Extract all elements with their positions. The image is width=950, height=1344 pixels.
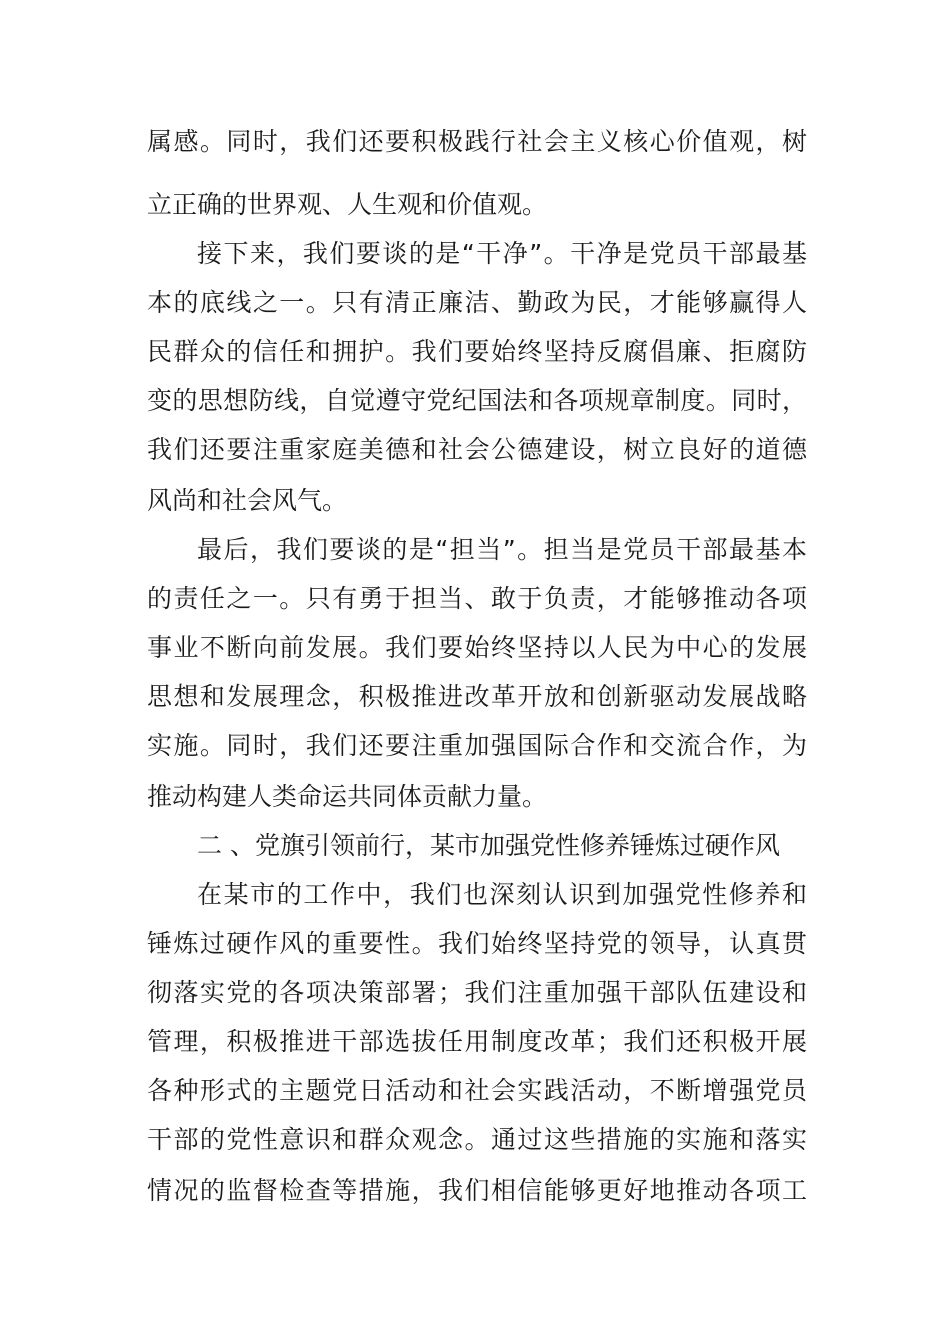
text-line: 实施。同时，我们还要注重加强国际合作和交流合作，为 bbox=[147, 731, 807, 760]
text-line: 本的底线之一。只有清正廉洁、勤政为民，才能够赢得人 bbox=[147, 288, 807, 317]
text-line: 民群众的信任和拥护。我们要始终坚持反腐倡廉、拒腐防 bbox=[147, 337, 807, 366]
text-line: 属感。同时，我们还要积极践行社会主义核心价值观，树 bbox=[147, 127, 807, 156]
text-line: 变的思想防线，自觉遵守党纪国法和各项规章制度。同时， bbox=[147, 386, 807, 415]
text-line: 情况的监督检查等措施，我们相信能够更好地推动各项工 bbox=[147, 1176, 807, 1205]
text-line: 彻落实党的各项决策部署；我们注重加强干部队伍建设和 bbox=[147, 978, 807, 1007]
paragraph-first-line: 接下来，我们要谈的是“干净”。干净是党员干部最基 bbox=[197, 239, 807, 268]
text-line: 锤炼过硬作风的重要性。我们始终坚持党的领导，认真贯 bbox=[147, 929, 807, 958]
text-line: 风尚和社会风气。 bbox=[147, 486, 348, 515]
text-line: 各种形式的主题党日活动和社会实践活动，不断增强党员 bbox=[147, 1076, 807, 1105]
text-line: 思想和发展理念，积极推进改革开放和创新驱动发展战略 bbox=[147, 682, 807, 711]
paragraph-first-line: 最后，我们要谈的是“担当”。担当是党员干部最基本 bbox=[197, 535, 807, 564]
text-line: 我们还要注重家庭美德和社会公德建设，树立良好的道德 bbox=[147, 435, 807, 464]
text-line: 管理，积极推进干部选拔任用制度改革；我们还积极开展 bbox=[147, 1027, 807, 1056]
text-line: 立正确的世界观、人生观和价值观。 bbox=[147, 190, 548, 219]
section-heading: 二 、党旗引领前行，某市加强党性修养锤炼过硬作风 bbox=[197, 831, 780, 860]
text-line: 推动构建人类命运共同体贡献力量。 bbox=[147, 782, 548, 811]
text-line: 干部的党性意识和群众观念。通过这些措施的实施和落实 bbox=[147, 1125, 807, 1154]
text-line: 事业不断向前发展。我们要始终坚持以人民为中心的发展 bbox=[147, 633, 807, 662]
paragraph-first-line: 在某市的工作中，我们也深刻认识到加强党性修养和 bbox=[197, 880, 807, 909]
text-line: 的责任之一。只有勇于担当、敢于负责，才能够推动各项 bbox=[147, 584, 807, 613]
